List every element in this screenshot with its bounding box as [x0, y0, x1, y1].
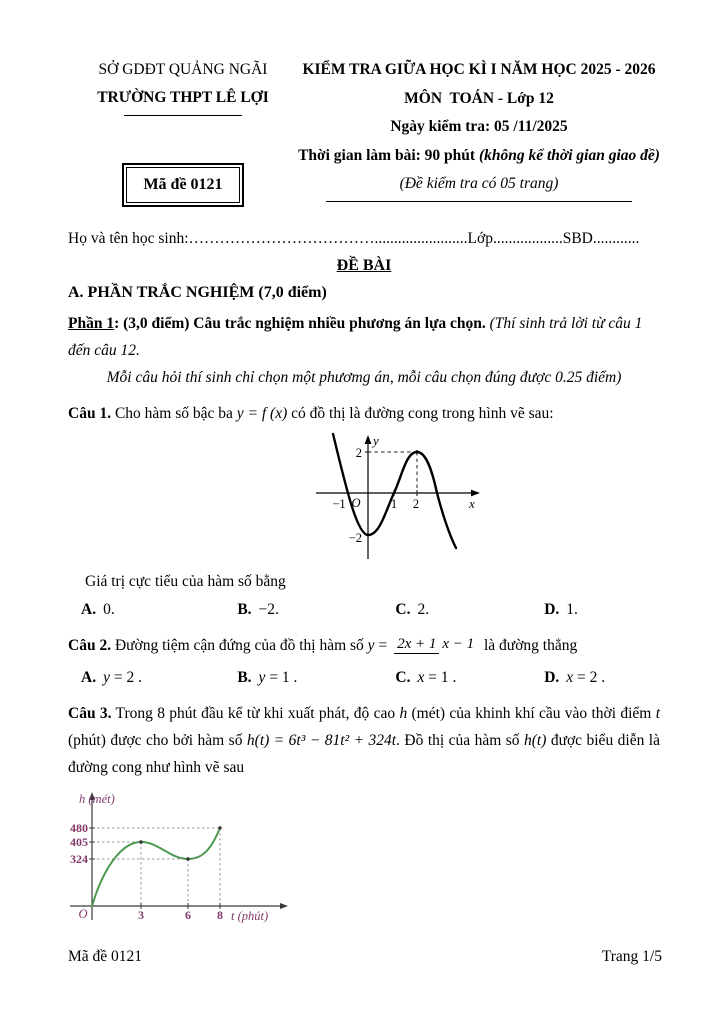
duration-note: (không kể thời gian giao đề): [478, 146, 660, 164]
cubic-graph: [310, 432, 485, 560]
page-count-line: [298, 170, 660, 202]
question-2-options: [68, 664, 660, 691]
y-tick-480: 480: [70, 821, 88, 835]
section-a-heading: A. PHẦN TRẮC NGHIỆM (7,0 điểm): [68, 284, 327, 301]
q3-text-2: (mét) của khinh khí cầu vào thời điểm: [407, 705, 656, 722]
question-2-lead-var: y: [367, 637, 375, 654]
school-name: TRƯỜNG THPT LÊ LỢI: [97, 89, 269, 106]
question-2: [68, 632, 660, 659]
question-3: [68, 700, 660, 781]
q3-text-5: được biểu diễn là đường cong như hình vẽ sau: [68, 732, 660, 776]
question-1-number: Câu 1.: [68, 405, 112, 422]
q1-option-c: C. 2.: [395, 601, 430, 618]
fraction-denominator: x − 1: [442, 636, 475, 653]
x-tick-3: 3: [138, 908, 144, 922]
height-time-graph: [62, 787, 302, 927]
q2-option-c: C. x = 1 .: [395, 669, 457, 686]
q1-option-a: A. 0.: [81, 601, 115, 618]
height-curve: [92, 828, 220, 906]
exam-code: Mã đề 0121: [126, 167, 239, 203]
q3-text-1: Trong 8 phút đầu kể từ khi xuất phát, độ cao: [111, 705, 400, 722]
max-dot: [139, 840, 142, 843]
exam-body-title: ĐỀ BÀI: [336, 257, 392, 274]
y-tick-2: 2: [355, 446, 362, 460]
exam-duration: [298, 142, 660, 171]
school-underline: [124, 115, 242, 116]
origin-label: O: [350, 496, 361, 510]
y-axis-label: y: [372, 433, 379, 448]
class-field[interactable]: ..................: [492, 230, 563, 247]
q3-math-t: t: [655, 705, 660, 722]
student-name-label: Họ và tên học sinh:: [68, 230, 189, 247]
question-1-prompt: Giá trị cực tiểu của hàm số bằng: [85, 573, 286, 590]
exam-title: KIỂM TRA GIỮA HỌC KÌ I NĂM HỌC 2025 - 2026: [302, 61, 656, 78]
question-1: [68, 400, 660, 427]
y-tick-minus2: −2: [348, 531, 362, 545]
footer-exam-code: Mã đề 0121: [68, 948, 143, 965]
sbd-field[interactable]: ............: [592, 230, 640, 247]
page-content: [68, 56, 660, 932]
t-axis-arrow-icon: [280, 903, 288, 909]
page-count-note: (Đề kiểm tra có 05 trang): [326, 170, 632, 202]
department-name: SỞ GDĐT QUẢNG NGÃI: [98, 61, 268, 78]
exam-code-box-wrap: [68, 163, 298, 207]
x-tick-8: 8: [217, 908, 223, 922]
header-left: [68, 56, 298, 207]
footer-page-number: Trang 1/5: [601, 948, 662, 965]
x-tick-2: 2: [412, 497, 419, 511]
q2-option-d: D. x = 2 .: [544, 669, 606, 686]
question-1-post: có đồ thị là đường cong trong hình vẽ sau:: [287, 405, 554, 422]
q1-option-d: D. 1.: [544, 601, 578, 618]
part1-italic-text: (Thí sinh trả lời từ câu 1 đến câu 12.: [68, 315, 643, 359]
student-info-line: [68, 230, 660, 248]
y-tick-324: 324: [70, 852, 88, 866]
question-2-post: là đường thẳng: [480, 637, 578, 654]
header-right: [298, 56, 660, 207]
end-dot: [218, 826, 221, 829]
x-tick-minus1: −1: [331, 497, 346, 511]
part1-intro: [68, 310, 660, 391]
q1-option-b: B. −2.: [237, 601, 279, 618]
exam-code-box: [122, 163, 243, 207]
q2-option-b: B. y = 1 .: [237, 669, 298, 686]
q3-formula: h(t) = 6t³ − 81t² + 324t: [246, 732, 397, 749]
min-dot: [186, 857, 189, 860]
y-axis-arrow-icon: [364, 435, 371, 444]
t-axis-label: t (phút): [231, 909, 269, 923]
part1-label: Phần 1: [68, 315, 115, 332]
question-2-equals: =: [374, 637, 392, 654]
question-1-math: y = f (x): [236, 405, 288, 422]
fraction-numerator: 2x + 1: [394, 636, 439, 654]
h-axis-label: h (mét): [79, 792, 115, 806]
part1-bold-text: : (3,0 điểm) Câu trắc nghiệm nhiều phương án lựa chọn.: [114, 315, 490, 332]
q3-math-ht: h(t): [523, 732, 547, 749]
question-3-number: Câu 3.: [68, 705, 112, 722]
x-tick-1: 1: [390, 497, 397, 511]
q3-text-3: (phút) được cho bởi hàm số: [68, 732, 247, 749]
exam-subject: MÔN TOÁN - Lớp 12: [404, 89, 554, 107]
sbd-label: SBD: [562, 230, 593, 247]
question-2-number: Câu 2.: [68, 637, 112, 654]
part1-italic-line2: Mỗi câu hỏi thí sinh chỉ chọn một phươmg án, mỗi câu chọn đúng được 0.25 điểm): [106, 369, 622, 386]
q2-option-a: A. y = 2 .: [81, 669, 142, 686]
origin-label: O: [78, 907, 88, 921]
header: [68, 56, 660, 207]
figure-2: [62, 787, 660, 932]
question-2-pre: Đường tiệm cận đứng của đồ thị hàm số: [111, 637, 368, 654]
x-tick-6: 6: [185, 908, 191, 922]
question-1-options: [68, 596, 660, 623]
student-name-field[interactable]: ………………………………........................: [188, 230, 468, 247]
duration-bold: Thời gian làm bài: 90 phút: [298, 146, 479, 164]
question-2-fraction: [394, 636, 477, 653]
class-label: Lớp: [467, 230, 493, 247]
y-tick-405: 405: [70, 835, 88, 849]
question-1-pre: Cho hàm số bậc ba: [111, 405, 237, 422]
max-point-dot: [415, 450, 419, 454]
x-axis-label: x: [468, 496, 475, 511]
q3-text-4: . Đồ thị của hàm số: [396, 732, 524, 749]
exam-date: Ngày kiểm tra: 05 /11/2025: [390, 118, 568, 135]
figure-1: [68, 432, 660, 565]
page-footer: [68, 948, 662, 966]
q3-math-h: h: [399, 705, 408, 722]
